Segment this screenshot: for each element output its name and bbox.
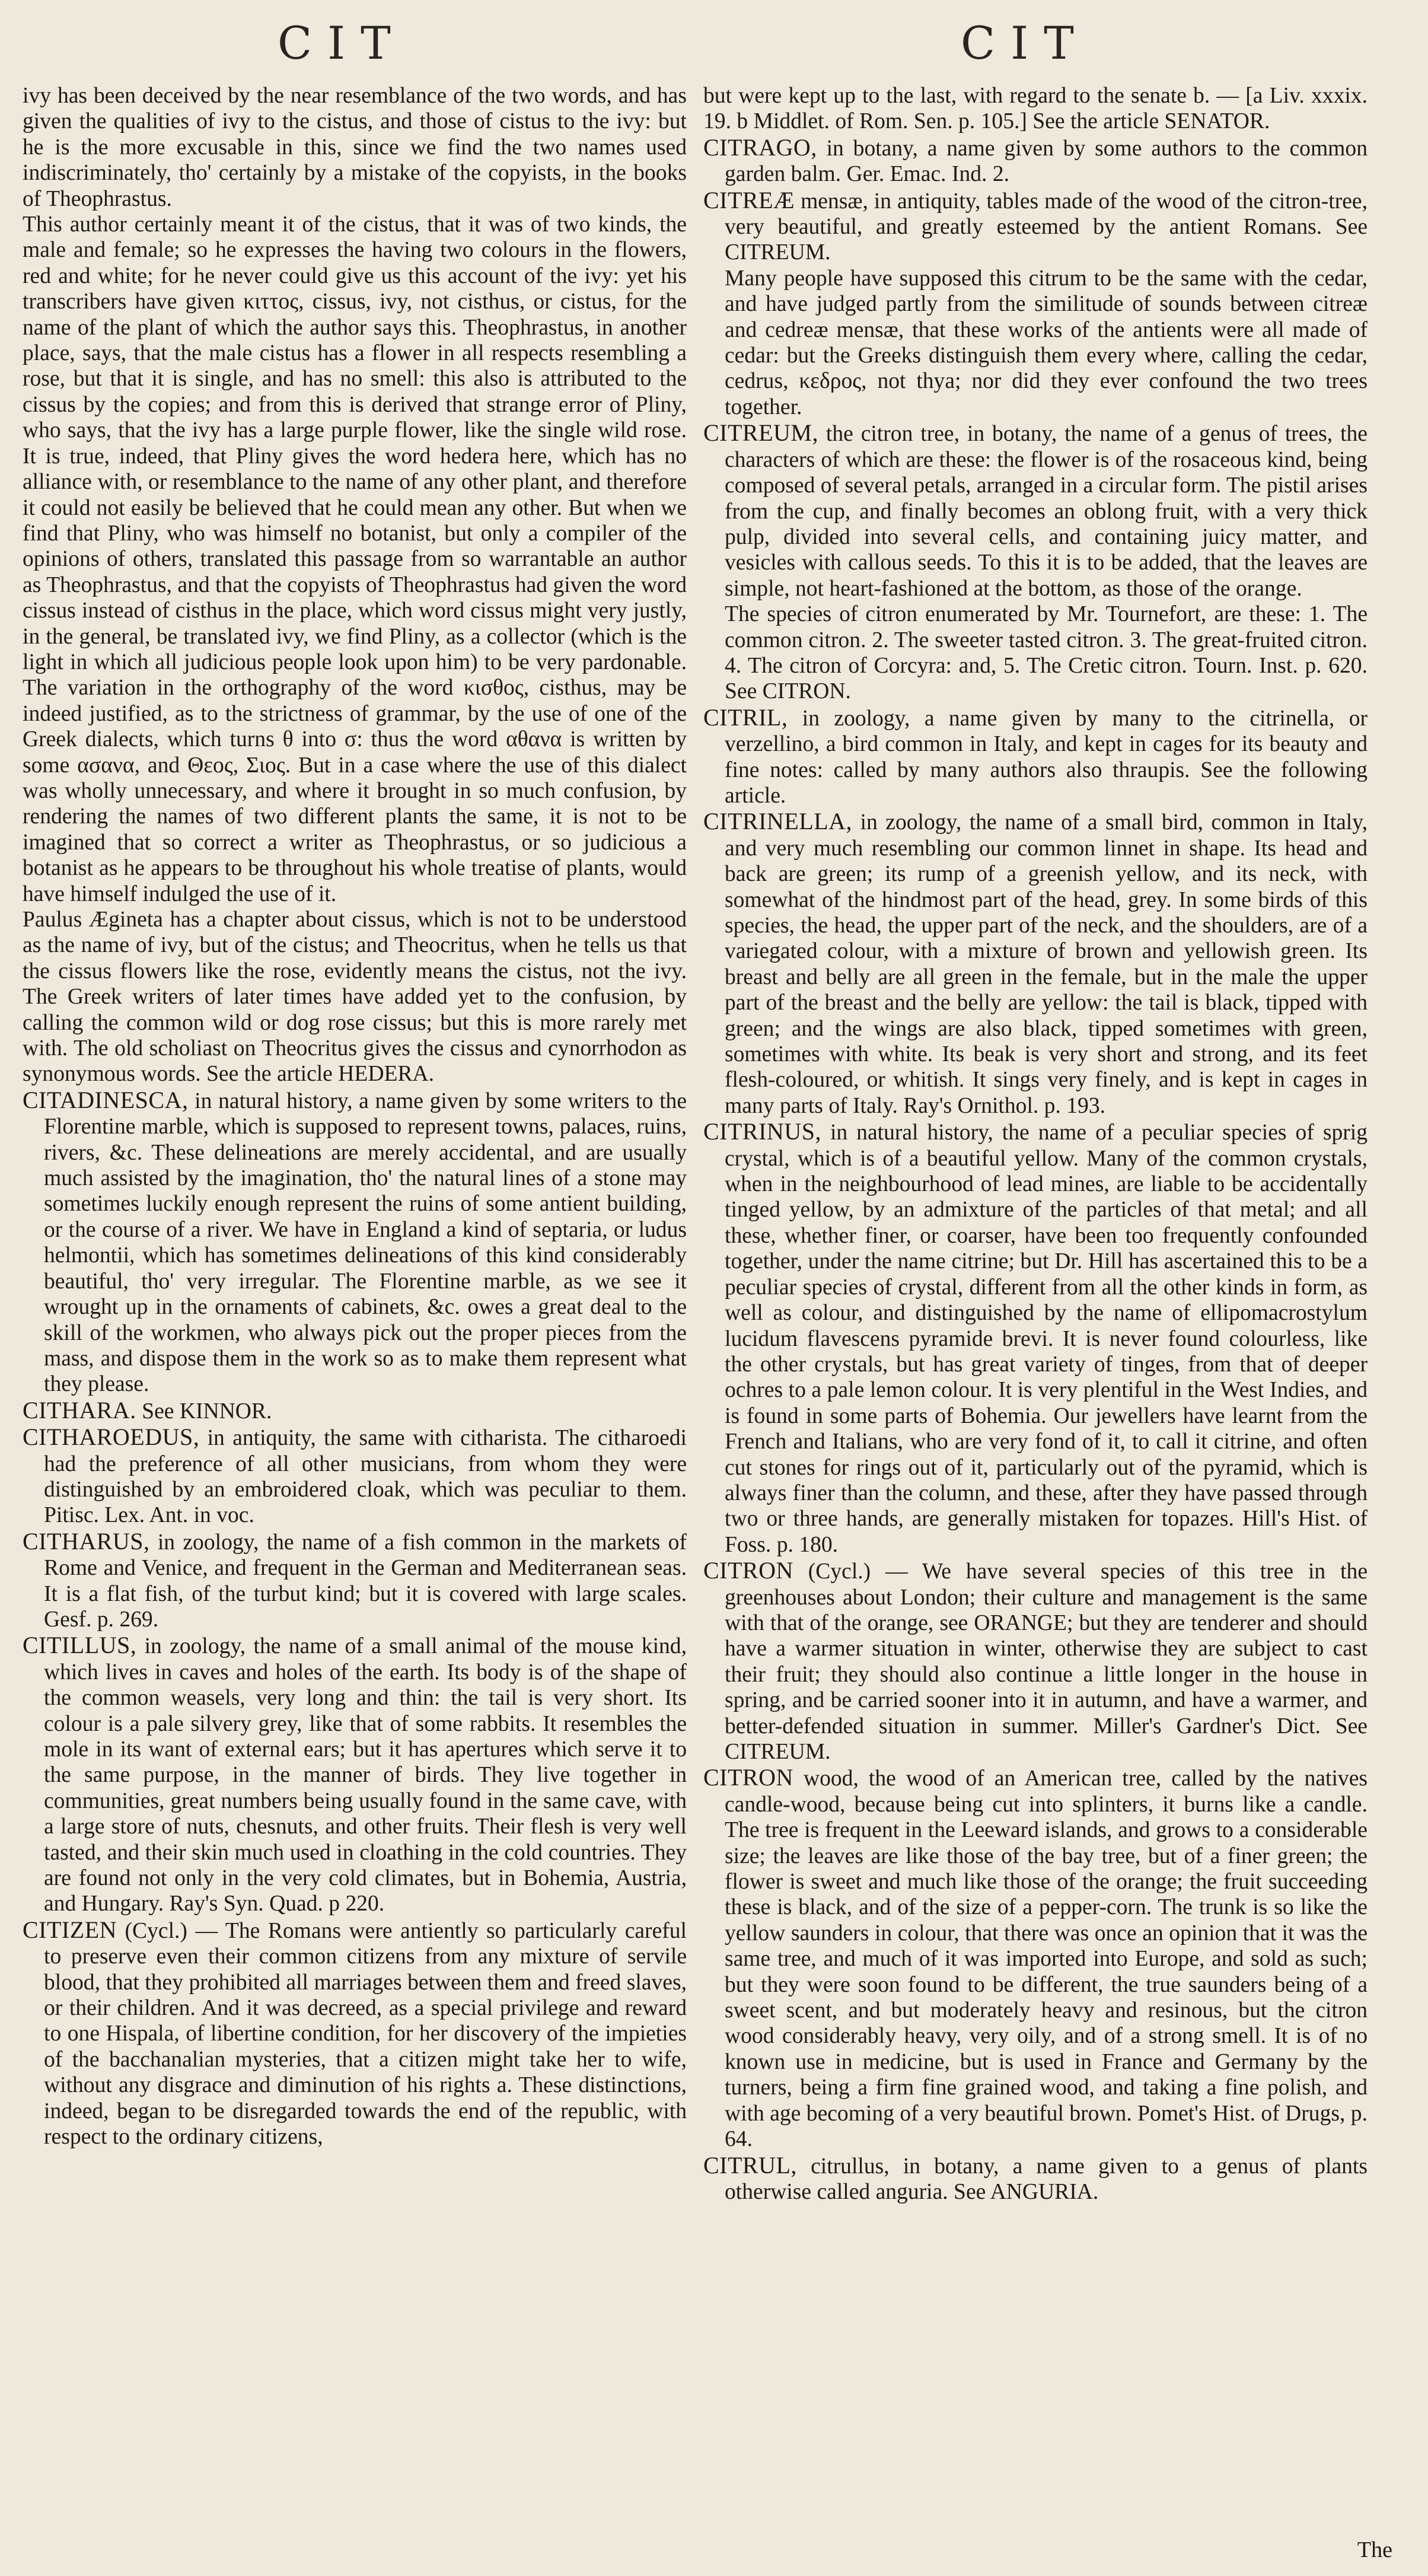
dictionary-entry: [703, 187, 1368, 266]
paragraph: but were kept up to the last, with regard to the senate b. — [a Liv. xxxix. 19. b Middlet. of Rom. Sen. p. 105.] See the article SENATOR.: [703, 84, 1368, 134]
dictionary-entry: [703, 705, 1368, 809]
entry-body: (Cycl.) — We have several species of this tree in the greenhouses about London; their culture and management is the same with that of the orange, see ORANGE; but they are tenderer and should have a warmer situation in winter, otherwise they are subject to cast their fruit; they should also continue a little longer in the house in spring, and be carried sooner into it in autumn, and have a warmer, and better-defended situation in summer. Miller's Gardner's Dict. See CITREUM.: [725, 1559, 1368, 1764]
right-column: [703, 83, 1368, 2205]
entry-body: (Cycl.) — The Romans were antiently so particularly careful to preserve even their common citizens from any mixture of servile blood, that they prohibited all marriages between them and freed slaves, or their children. And it was decreed, as a special privilege and reward to one Hispala, of libertine condition, for her discovery of the impieties of the bacchanalian mysteries, that a citizen might take her to wife, without any disgrace and diminution of his rights a. These distinctions, indeed, began to be disregarded towards the end of the republic, with respect to the ordinary citizens,: [44, 1918, 687, 2150]
running-head-left: CIT: [278, 17, 406, 69]
dictionary-entry: [703, 2152, 1368, 2205]
dictionary-entry: [23, 1529, 687, 1633]
dictionary-entry: [23, 1632, 687, 1916]
dictionary-entry: [703, 1119, 1368, 1558]
paragraph: This author certainly meant it of the cistus, that it was of two kinds, the male and female; so he expresses the having two colours in the flowers, red and white; for he never could give us this account of the ivy: yet his transcribers have given κιττος, cissus, ivy, not cisthus, or cistus, for the name of the plant of which the author says this. Theophrastus, in another place, says, that the male cistus has a flower in all respects resembling a rose, but that it is single, and has no smell: this also is attributed to the cissus by the copies; and from this is derived that strange error of Pliny, who says, that the ivy has a large purple flower, like the single wild rose. It is true, indeed, that Pliny gives the word hedera here, which has no alliance with, or resemblance to the name of any other plant, and therefore it could not easily be believed that he could mean any other. But when we find that Pliny, who was himself no botanist, but only a compiler of the opinions of others, translated this passage from so warrantable an author as Theophrastus, and that the copyists of Theophrastus had given the word cissus instead of cisthus in the place, which word cissus might very justly, in the general, be translated ivy, we find Pliny, as a collector (which is the light in which all judicious people look upon him) to be very pardonable. The variation in the orthography of the word κισθος, cisthus, may be indeed justified, as to the strictness of grammar, by the use of one of the Greek dialects, which turns θ into σ: thus the word αθανα is written by some ασανα, and Θεος, Σιος. But in a case where the use of this dialect was wholly unnecessary, and where it brought in so much confusion, by rendering the names of two different plants the same, it is not to be imagined that so correct a writer as Theophrastus, or so judicious a botanist as he appears to be throughout his whole treatise of plants, would have himself indulged the use of it.: [23, 212, 687, 906]
entry-headword: CITRAGO,: [703, 133, 817, 161]
paragraph: ivy has been deceived by the near resemblance of the two words, and has given the qualities of ivy to the cistus, and those of cistus to the ivy: but he is the more excusable in this, since we find the two names used indiscriminately, tho' certainly by a mistake of the copyists, in the books of Theophrastus.: [23, 84, 687, 211]
dictionary-entry: [703, 808, 1368, 1119]
catchword: The: [1357, 2537, 1392, 2562]
entry-headword: CITIZEN: [23, 1916, 117, 1943]
dictionary-entry: [703, 135, 1368, 187]
entry-body: the citron tree, in botany, the name of a genus of trees, the characters of which are these: the flower is of the rosaceous kind, being composed of several petals, arranged in a circular form. The pistil arises from the cup, and finally becomes an oblong fruit, with a very thick pulp, divided into several cells, and containing juicy matter, and vesicles with callous seeds. To this it is to be added, that the leaves are simple, not heart-fashioned at the bottom, as those of the orange.: [725, 422, 1368, 601]
entry-headword: CITRUL,: [703, 2151, 797, 2179]
entry-headword: CITILLUS,: [23, 1632, 137, 1659]
entry-body: in zoology, the name of a fish common in the markets of Rome and Venice, and frequent in the German and Mediterranean seas. It is a flat fish, of the turbut kind; but it is covered with large scales. Gesf. p. 269.: [44, 1530, 687, 1632]
entry-body: in zoology, the name of a small bird, common in Italy, and very much resembling our common linnet in shape. Its head and back are green; its rump of a greenish yellow, and its neck, with somewhat of the hindmost part of the head, grey. In some birds of this species, the head, the upper part of the neck, and the shoulders, are of a variegated colour, with a mixture of brown and yellowish green. Its breast and belly are all green in the female, but in the male the upper part of the breast and the belly are yellow: the tail is black, tipped with green; and the wings are also black, tipped sometimes with green, sometimes with white. Its beak is very short and strong, and its feet flesh-coloured, or whitish. It sings very finely, and is kept in cages in many parts of Italy. Ray's Ornithol. p. 193.: [725, 810, 1368, 1118]
entry-headword: CITREUM,: [703, 419, 818, 447]
entry-headword: CITHARA.: [23, 1396, 136, 1424]
dictionary-entry: [23, 1087, 687, 1397]
left-column: [23, 83, 687, 2150]
entry-body: See KINNOR.: [136, 1399, 272, 1424]
dictionary-entry: [703, 1558, 1368, 1765]
dictionary-entry: [23, 1917, 687, 2150]
entry-headword: CITRON: [703, 1557, 793, 1584]
entry-headword: CITRINUS,: [703, 1118, 821, 1145]
entry-headword: CITHAROEDUS,: [23, 1424, 200, 1451]
entry-body: in natural history, a name given by some writers to the Florentine marble, which is supposed to represent towns, palaces, ruins, rivers, &c. These delineations are merely accidental, and are usually much assisted by the imagination, tho' the natural lines of a stone may sometimes luckily enough represent the ruins of some antient building, or the course of a river. We have in England a kind of septaria, or ludus helmontii, which has sometimes delineations of this kind considerably beautiful, tho' very irregular. The Florentine marble, as we see it wrought up in the ornaments of cabinets, &c. owes a great deal to the skill of the workmen, who always pick out the proper pieces from the mass, and dispose them in the work so as to make them represent what they please.: [44, 1088, 687, 1397]
paragraph: Paulus Ægineta has a chapter about cissus, which is not to be understood as the name of ivy, but of the cistus; and Theocritus, when he tells us that the cissus flowers like the rose, evidently means the cistus, not the ivy. The Greek writers of later times have added yet to the confusion, by calling the common wild or dog rose cissus; but this is more rarely met with. The old scholiast on Theocritus gives the cissus and cynorrhodon as synonymous words. See the article HEDERA.: [23, 908, 687, 1087]
entry-headword: CITADINESCA,: [23, 1086, 189, 1113]
entry-body: mensæ, in antiquity, tables made of the wood of the citron-tree, very beautiful, and greatly esteemed by the antient Romans. See CITREUM.: [725, 189, 1368, 265]
entry-continuation: Many people have supposed this citrum to be the same with the cedar, and have judged partly from the similitude of sounds between citreæ and cedreæ mensæ, that these works of the antients were all made of cedar: but the Greeks distinguish them every where, calling the cedar, cedrus, κεδρος, not thya; nor did they ever confound the two trees together.: [725, 266, 1368, 419]
dictionary-entry: [23, 1397, 687, 1424]
entry-headword: CITRINELLA,: [703, 808, 853, 835]
entry-headword: CITREÆ: [703, 186, 795, 214]
entry-body: in antiquity, the same with citharista. The citharoedi had the preference of all other musicians, from whom they were distinguished by an embroidered cloak, which was peculiar to them. Pitisc. Lex. Ant. in voc.: [44, 1426, 687, 1528]
entry-body: in zoology, a name given by many to the citrinella, or verzellino, a bird common in Italy, and kept in cages for its beauty and fine notes: called by many authors also thraupis. See the following article.: [725, 706, 1368, 808]
entry-body: citrullus, in botany, a name given to a genus of plants otherwise called anguria. See ANGURIA.: [725, 2154, 1368, 2204]
running-head-right: CIT: [961, 17, 1089, 69]
entry-body: in natural history, the name of a peculiar species of sprig crystal, which is of a beautiful yellow. Many of the common crystals, when in the neighbourhood of lead mines, are liable to be accidentally tinged yellow, by an admixture of the particles of that metal; and all these, whether finer, or coarser, have been too frequently confounded together, under the name citrine; but Dr. Hill has ascertained this to be a peculiar species of crystal, different from all the other kinds in form, as well as colour, and distinguished by the name of ellipomacrostylum lucidum flavescens pyramide brevi. It is never found colourless, like the other crystals, but has great variety of tinges, from that of deeper ochres to a pale lemon colour. It is very plentiful in the West Indies, and is found in some parts of Bohemia. Our jewellers have learnt from the French and Italians, who are very fond of it, to call it citrine, and often cut stones for rings out of it, particularly out of the pyramid, which is always finer than the column, and these, after they have passed through two or three hands, are generally mistaken for topazes. Hill's Hist. of Foss. p. 180.: [725, 1120, 1368, 1557]
entry-continuation: The species of citron enumerated by Mr. Tournefort, are these: 1. The common citron. 2. The sweeter tasted citron. 3. The great-fruited citron. 4. The citron of Corcyra: and, 5. The Cretic citron. Tourn. Inst. p. 620. See CITRON.: [725, 602, 1368, 704]
entry-body: in botany, a name given by some authors to the common garden balm. Ger. Emac. Ind. 2.: [725, 136, 1368, 187]
dictionary-entry: [703, 420, 1368, 601]
entry-body: in zoology, the name of a small animal of the mouse kind, which lives in caves and holes of the earth. Its body is of the shape of the common weasels, very long and thin: the tail is very short. Its colour is a pale silvery grey, like that of some rabbits. It resembles the mole in its want of external ears; but it has apertures which serve it to the same purpose, in the manner of birds. They live together in communities, great numbers being usually found in the same cave, with a large store of nuts, chesnuts, and other fruits. Their flesh is very well tasted, and their skin much used in cloathing in the cold countries. They are found not only in the very cold climates, but in Bohemia, Austria, and Hungary. Ray's Syn. Quad. p 220.: [44, 1634, 687, 1916]
entry-body: wood, the wood of an American tree, called by the natives candle-wood, because being cut into splinters, it burns like a candle. The tree is frequent in the Leeward islands, and grows to a considerable size; the leaves are like those of the bay tree, but of a finer green; the flower is sweet and much like those of the orange; the fruit succeeding these is black, and of the size of a pepper-corn. The trunk is so like the yellow saunders in colour, that there was once an opinion that it was the same tree, and much of it was imported into Europe, and sold as such; but they were soon found to be different, the true saunders being of a sweet scent, and but moderately heavy and resinous, but the citron wood considerably heavy, very oily, and of a strong smell. It is of no known use in medicine, but is used in France and Germany by the turners, being a firm fine grained wood, and taking a fine polish, and with age becoming of a very beautiful brown. Pomet's Hist. of Drugs, p. 64.: [725, 1766, 1368, 2152]
entry-headword: CITRIL,: [703, 703, 788, 731]
dictionary-entry: [23, 1424, 687, 1529]
dictionary-entry: [703, 1765, 1368, 2152]
entry-headword: CITHARUS,: [23, 1527, 150, 1555]
entry-headword: CITRON: [703, 1764, 793, 1791]
